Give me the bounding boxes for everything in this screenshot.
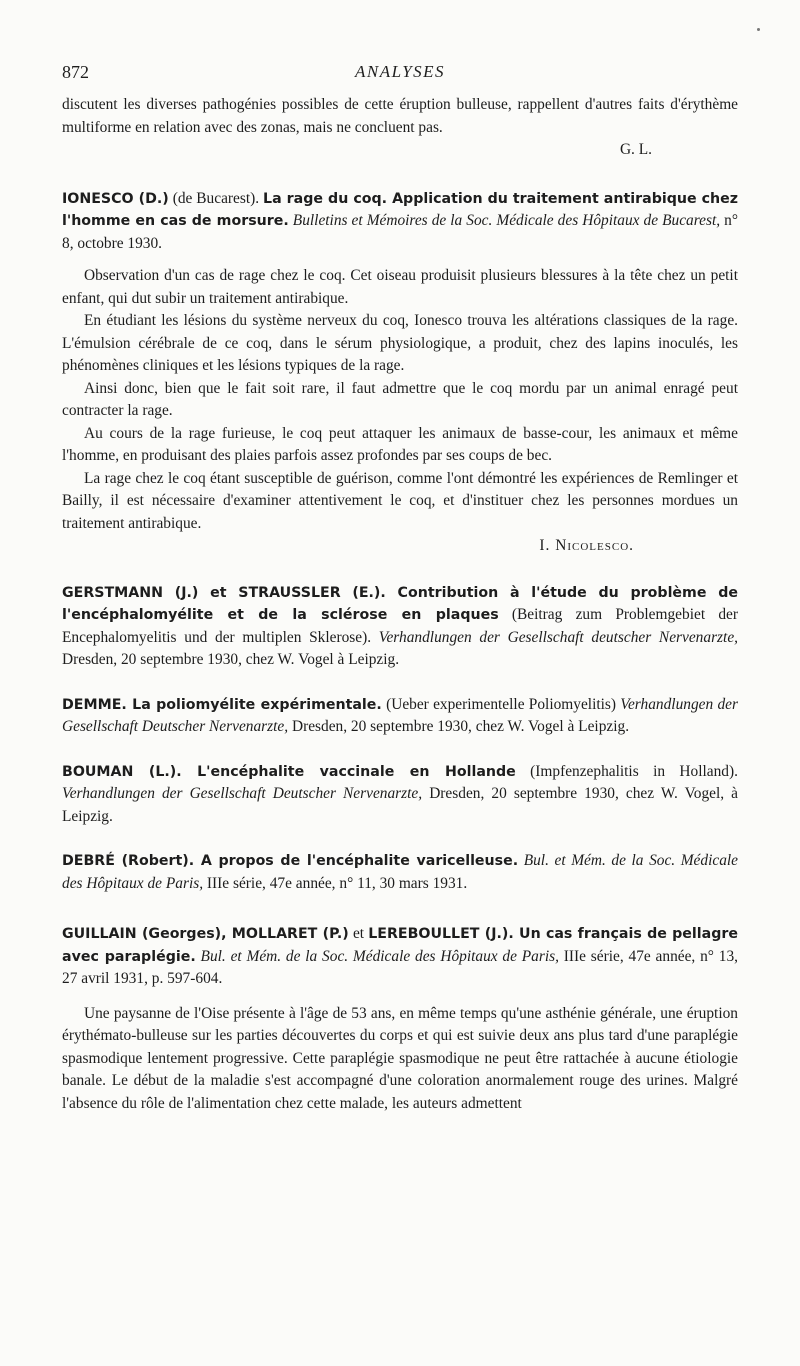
speck-mark bbox=[757, 28, 760, 31]
entry-journal: Verhandlungen der Gesellschaft Deutscher Nervenarzte, bbox=[62, 695, 738, 735]
entry-authors: IONESCO (D.) bbox=[62, 190, 169, 207]
entry-authors: GUILLAIN (Georges), MOLLARET (P.) bbox=[62, 926, 349, 942]
entry-journal: Bul. et Mém. de la Soc. Médicale des Hôpitaux de Paris, bbox=[62, 852, 738, 892]
entry-details: IIIe série, 47e année, n° 11, 30 mars 1931. bbox=[203, 874, 468, 892]
entry-details: Dresden, 20 septembre 1930, chez W. Vogel, à Leipzig. bbox=[62, 785, 738, 825]
entry-title: Contribution à l'étude du problème de l'encéphalomyélite et de la sclérose en plaques bbox=[62, 584, 738, 623]
entry-title: La poliomyélite expérimentale. bbox=[126, 696, 382, 713]
entry-citation bbox=[62, 188, 738, 256]
entry-citation bbox=[62, 923, 738, 991]
entry-demme bbox=[62, 694, 738, 739]
body-paragraph: En étudiant les lésions du système nerveux du coq, Ionesco trouva les altérations classiques de la rage. L'émulsion cérébrale de ce coq, dans le sérum physiologique, a produit, chez des lapins inoculés, les phénomènes cliniques et les lésions typiques de la rage. bbox=[62, 312, 738, 374]
entry-details: Dresden, 20 septembre 1930, chez W. Vogel à Leipzig. bbox=[62, 651, 400, 668]
page-number: 872 bbox=[62, 62, 89, 82]
entry-title: A propos de l'encéphalite varicelleuse. bbox=[194, 853, 519, 869]
entry-details: Dresden, 20 septembre 1930, chez W. Vogel à Leipzig. bbox=[288, 718, 630, 735]
entry-signature bbox=[62, 535, 738, 558]
entry-authors: GERSTMANN (J.) et STRAUSSLER (E.). bbox=[62, 584, 386, 601]
intro-signature: G. L. bbox=[619, 141, 652, 158]
entry-original-title: (Beitrag zum Problemgebiet der Encephalomyelitis und der multiplen Sklerose). bbox=[62, 606, 738, 646]
page-header bbox=[62, 62, 738, 82]
entry-title: Un cas français de pellagre avec paraplégie. bbox=[62, 926, 738, 965]
entry-body bbox=[62, 265, 738, 558]
entry-authors: DEMME. bbox=[62, 696, 127, 713]
body-paragraph: Une paysanne de l'Oise présente à l'âge de 53 ans, en même temps qu'une asthénie générale, une éruption érythémato-bulleuse sur les parties découvertes du corps et qui est suivie deux ans plus tard d'une paraplégie spasmodique lentement progressive. Cette paraplégie spasmodique ne peut être rattachée à aucune étiologie banale. Le début de la maladie s'est accompagné d'une coloration anormalement rouge des urines. Malgré l'absence du rôle de l'alimentation chez cette malade, les auteurs admettent bbox=[62, 1004, 738, 1112]
entry-citation bbox=[62, 694, 738, 739]
entry-details: n° 8, octobre 1930. bbox=[62, 212, 738, 252]
entry-citation bbox=[62, 761, 738, 829]
entry-original-title: (Impfenzephalitis in Holland). bbox=[515, 762, 738, 780]
entry-title: L'encéphalite vaccinale en Hollande bbox=[181, 763, 516, 780]
running-head: ANALYSES bbox=[354, 62, 446, 81]
body-paragraph: La rage chez le coq étant susceptible de guérison, comme l'ont démontré les expériences de Remlinger et Bailly, il est nécessaire d'examiner attentivement le coq, et d'instituer chez les personnes mordues un traitement antirabique. bbox=[62, 469, 738, 532]
intro-paragraph: discutent les diverses pathogénies possibles de cette éruption bulleuse, rappellent d'autres faits d'érythème multiforme en relation avec des zonas, mais ne concluent pas. bbox=[62, 96, 738, 136]
entry-journal: Verhandlungen der Gesellschaft deutscher Nervenarzte, bbox=[371, 628, 739, 646]
entry-journal: Verhandlungen der Gesellschaft Deutscher Nervenarzte, bbox=[62, 785, 423, 802]
entry-affiliation: (de Bucarest). bbox=[168, 189, 264, 207]
entry-authors: DEBRÉ (Robert). bbox=[62, 853, 195, 869]
entry-details: IIIe série, 47e année, n° 13, 27 avril 1931, p. 597-604. bbox=[62, 947, 738, 987]
entry-original-title: (Ueber experimentelle Poliomyelitis) bbox=[381, 695, 617, 713]
entry-body bbox=[62, 1003, 738, 1116]
entry-bouman bbox=[62, 761, 738, 829]
entry-ionesco bbox=[62, 188, 738, 256]
signature-text: I. Nicolesco. bbox=[539, 537, 634, 554]
entry-authors: BOUMAN (L.). bbox=[62, 763, 182, 780]
entry-guillain bbox=[62, 923, 738, 991]
entry-journal: Bul. et Mém. de la Soc. Médicale des Hôpitaux de Paris, bbox=[195, 947, 559, 965]
entry-debre bbox=[62, 850, 738, 895]
entry-gerstmann bbox=[62, 582, 738, 672]
body-paragraph: Observation d'un cas de rage chez le coq. Cet oiseau produisit plusieurs blessures à la tête chez un petit enfant, qui dut subir un traitement antirabique. bbox=[62, 267, 738, 307]
body-paragraph: Ainsi donc, bien que le fait soit rare, il faut admettre que le coq mordu par un animal enragé peut contracter la rage. bbox=[62, 379, 738, 419]
page-content bbox=[62, 94, 738, 1115]
entry-conjunction: et bbox=[348, 925, 369, 942]
entry-title: La rage du coq. Application du traitement antirabique chez l'homme en cas de morsure. bbox=[62, 190, 739, 229]
entry-journal: Bulletins et Mémoires de la Soc. Médicale des Hôpitaux de Bucarest, bbox=[288, 212, 721, 229]
entry-authors-2: LEREBOULLET (J.). bbox=[368, 926, 514, 942]
entry-citation bbox=[62, 582, 738, 672]
body-paragraph: Au cours de la rage furieuse, le coq peut attaquer les animaux de basse-cour, les animaux et même l'homme, en produisant des plaies parfois assez profondes par ses coups de bec. bbox=[62, 424, 738, 464]
entry-citation bbox=[62, 850, 738, 895]
